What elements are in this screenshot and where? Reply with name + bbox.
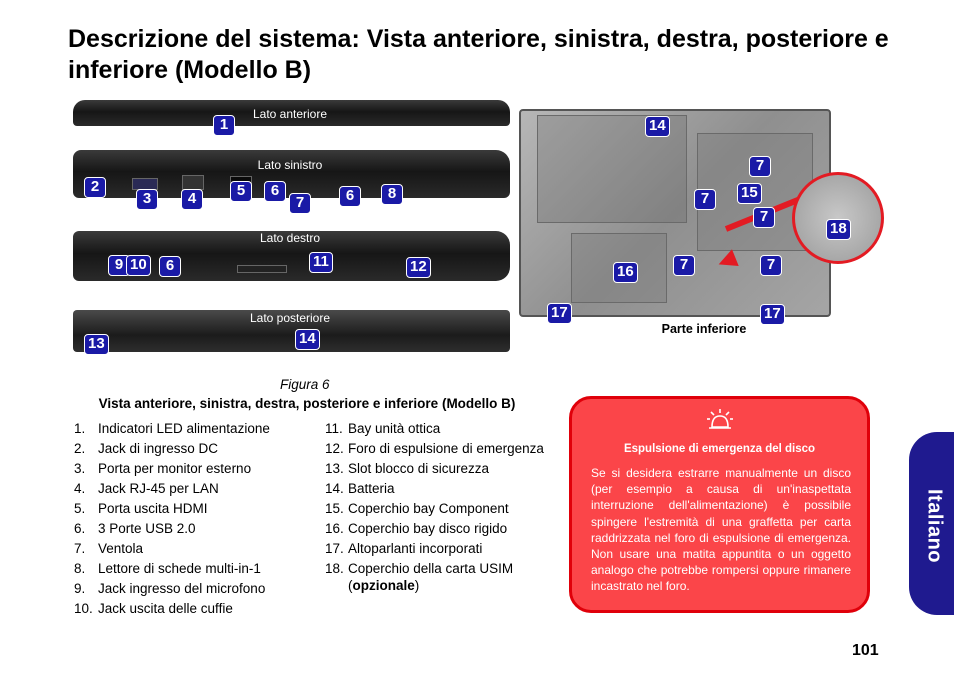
language-tab-label: Italiano xyxy=(923,488,946,563)
list-item: 13. Slot blocco di sicurezza xyxy=(325,461,490,476)
bottom-view-label: Parte inferiore xyxy=(661,322,747,336)
list-item: 5. Porta uscita HDMI xyxy=(74,501,208,516)
list-item: 8. Lettore di schede multi-in-1 xyxy=(74,561,261,576)
callout-11: 11 xyxy=(309,252,333,273)
list-item: 7. Ventola xyxy=(74,541,144,556)
callout-6c: 6 xyxy=(159,256,181,277)
callout-15: 15 xyxy=(737,183,762,204)
legend-list-1 xyxy=(74,420,314,620)
callout-17a: 17 xyxy=(547,303,572,324)
callout-4: 4 xyxy=(181,189,203,210)
lan-port xyxy=(182,175,204,190)
callout-16: 16 xyxy=(613,262,638,283)
list-item: 18. Coperchio della carta USIM (opzionale) xyxy=(325,561,514,593)
figure-label: Figura 6 xyxy=(280,377,330,392)
callout-9: 9 xyxy=(108,255,130,276)
optical-drive-slot xyxy=(237,265,287,273)
callout-7b: 7 xyxy=(694,189,716,210)
list-item: 11. Bay unità ottica xyxy=(325,421,441,436)
callout-18: 18 xyxy=(826,219,851,240)
callout-7a: 7 xyxy=(749,156,771,177)
callout-5: 5 xyxy=(230,181,252,202)
front-view-label: Lato anteriore xyxy=(252,107,328,121)
list-item: 3. Porta per monitor esterno xyxy=(74,461,252,476)
list-item: 4. Jack RJ-45 per LAN xyxy=(74,481,219,496)
callout-17b: 17 xyxy=(760,304,785,325)
page-number: 101 xyxy=(852,642,879,659)
warning-title: Espulsione di emergenza del disco xyxy=(623,443,816,455)
callout-10: 10 xyxy=(126,255,151,276)
figure-caption: Vista anteriore, sinistra, destra, posteriore e inferiore (Modello B) xyxy=(98,396,516,411)
page-title: Descrizione del sistema: Vista anteriore, sinistra, destra, posteriore e inferiore (Modello B) xyxy=(68,25,889,84)
callout-14: 14 xyxy=(295,329,320,350)
callout-7d: 7 xyxy=(673,255,695,276)
callout-7e: 7 xyxy=(760,255,782,276)
callout-6: 6 xyxy=(264,181,286,202)
list-item: 12. Foro di espulsione di emergenza xyxy=(325,441,544,456)
usim-zoom-circle xyxy=(792,172,884,264)
warning-box xyxy=(569,396,870,613)
list-item: 15. Coperchio bay Component xyxy=(325,501,509,516)
legend-list-2 xyxy=(325,420,565,597)
list-item: 2. Jack di ingresso DC xyxy=(74,441,219,456)
callout-3: 3 xyxy=(136,189,158,210)
bottom-view-image xyxy=(519,109,831,317)
list-item: 1. Indicatori LED alimentazione xyxy=(74,421,270,436)
callout-7c: 7 xyxy=(753,207,775,228)
callout-2: 2 xyxy=(84,177,106,198)
list-item: 6. 3 Porte USB 2.0 xyxy=(74,521,196,536)
callout-8: 8 xyxy=(381,184,403,205)
callout-14b: 14 xyxy=(645,116,670,137)
list-item: 17. Altoparlanti incorporati xyxy=(325,541,483,556)
list-item: 9. Jack ingresso del microfono xyxy=(74,581,266,596)
callout-7: 7 xyxy=(289,193,311,214)
warning-body: Se si desidera estrarre manualmente un disco (per esempio a causa di un'inaspettata interruzione dell'alimentazione) è possibile spingere l'estremità di una graffetta per carta raddrizzata nel foro di espulsione di emergenza. Non usare una matita appuntita o un oggetto analogo che potrebbe rompersi oppure rimanere incastrato nel foro. xyxy=(591,466,851,594)
rear-view-label: Lato posteriore xyxy=(249,311,331,325)
list-item: 14. Batteria xyxy=(325,481,395,496)
right-view-label: Lato destro xyxy=(259,231,321,245)
callout-1: 1 xyxy=(213,115,235,136)
list-item: 16. Coperchio bay disco rigido xyxy=(325,521,508,536)
callout-13: 13 xyxy=(84,334,109,355)
callout-6b: 6 xyxy=(339,186,361,207)
warning-explosion-icon xyxy=(706,407,734,431)
left-view-label: Lato sinistro xyxy=(257,158,323,172)
callout-12: 12 xyxy=(406,257,431,278)
list-item: 10. Jack uscita delle cuffie xyxy=(74,601,233,616)
